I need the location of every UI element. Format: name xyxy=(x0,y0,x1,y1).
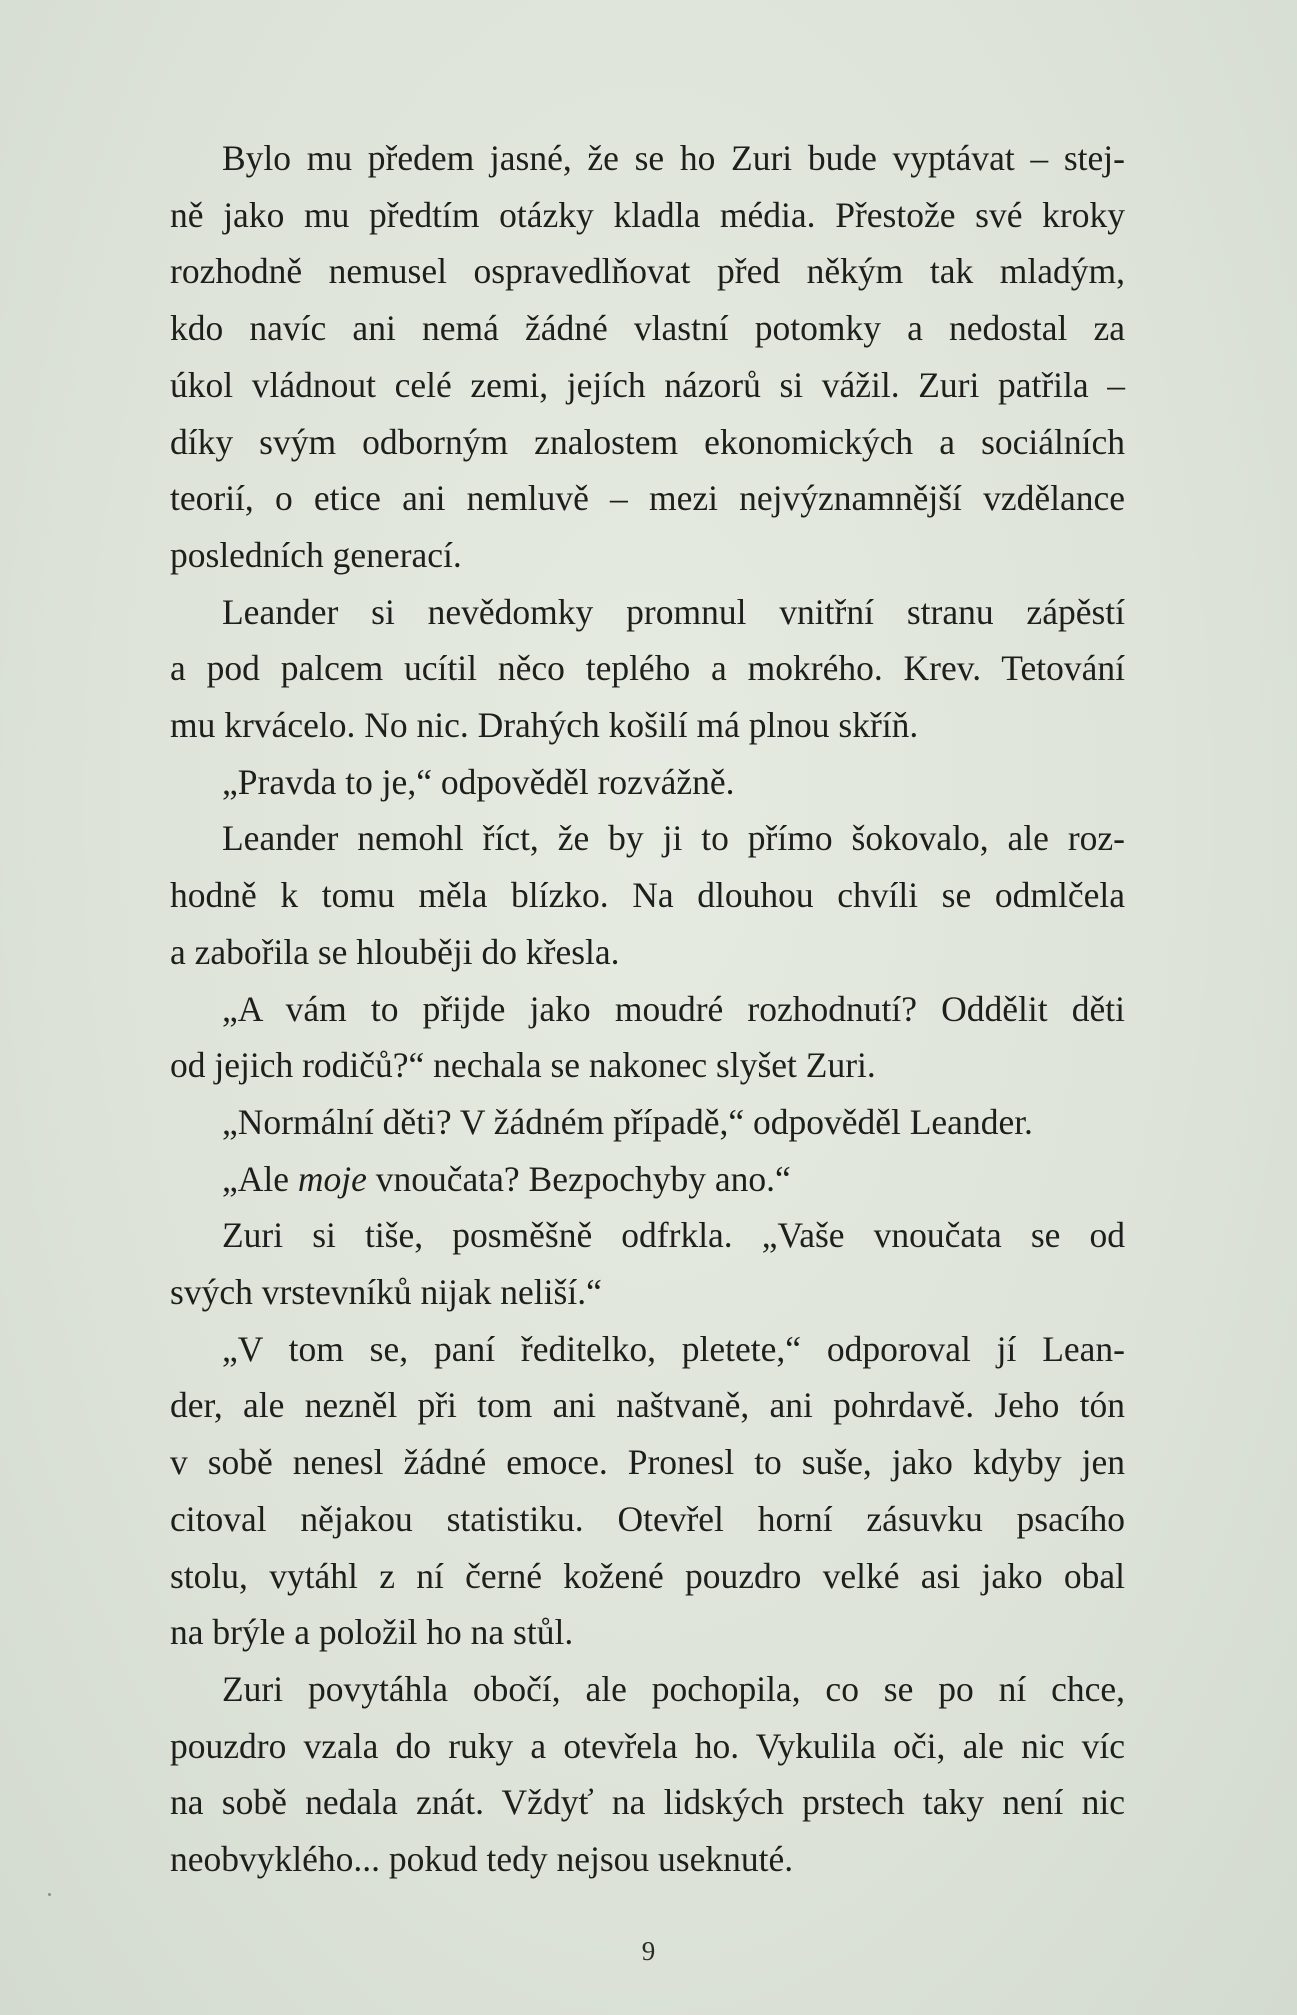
paragraph xyxy=(170,1151,1125,1208)
text-fragment: „Ale xyxy=(222,1158,298,1199)
text-line: hodně k tomu měla blízko. Na dlouhou chvíli se odmlčela xyxy=(170,875,1125,916)
text-line xyxy=(170,1151,1125,1208)
text-line: díky svým odborným znalostem ekonomických a sociálních xyxy=(170,421,1125,462)
text-line: v sobě nenesl žádné emoce. Pronesl to suše, jako kdyby jen xyxy=(170,1442,1125,1483)
text-line: neobvyklého... pokud tedy nejsou useknuté. xyxy=(170,1839,794,1880)
paragraph xyxy=(170,130,1125,584)
paragraph xyxy=(170,810,1125,980)
text-line: pouzdro vzala do ruky a otevřela ho. Vykulila oči, ale nic víc xyxy=(170,1725,1125,1766)
text-line: „Pravda to je,“ odpověděl rozvážně. xyxy=(222,761,735,802)
book-page-text xyxy=(170,130,1125,1888)
text-line: ně jako mu předtím otázky kladla média. Přestože své kroky xyxy=(170,194,1125,235)
text-line: kdo navíc ani nemá žádné vlastní potomky a nedostal za xyxy=(170,308,1125,349)
text-line: teorií, o etice ani nemluvě – mezi nejvýznamnější vzdělance xyxy=(170,478,1125,519)
text-line: der, ale nezněl při tom ani naštvaně, ani pohrdavě. Jeho tón xyxy=(170,1385,1125,1426)
text-line: a zabořila se hlouběji do křesla. xyxy=(170,931,620,972)
text-line: Zuri si tiše, posměšně odfrkla. „Vaše vnoučata se od xyxy=(222,1215,1125,1256)
emphasized-word: moje xyxy=(297,1158,367,1199)
paragraph xyxy=(170,1661,1125,1888)
text-line: posledních generací. xyxy=(170,534,462,575)
text-line: Leander nemohl říct, že by ji to přímo šokovalo, ale roz- xyxy=(222,818,1125,859)
text-line: citoval nějakou statistiku. Otevřel horní zásuvku psacího xyxy=(170,1498,1125,1539)
page-number: 9 xyxy=(641,1936,656,1966)
text-line: a pod palcem ucítil něco teplého a mokrého. Krev. Tetování xyxy=(170,648,1125,689)
text-line: svých vrstevníků nijak neliší.“ xyxy=(170,1272,602,1313)
text-line: Zuri povytáhla obočí, ale pochopila, co se po ní chce, xyxy=(222,1668,1125,1709)
text-line: rozhodně nemusel ospravedlňovat před někým tak mladým, xyxy=(170,251,1125,292)
text-line: Bylo mu předem jasné, že se ho Zuri bude vyptávat – stej- xyxy=(222,138,1125,178)
text-line: mu krvácelo. No nic. Drahých košilí má plnou skříň. xyxy=(170,705,919,746)
paragraph xyxy=(170,1321,1125,1661)
text-line: od jejich rodičů?“ nechala se nakonec slyšet Zuri. xyxy=(170,1045,876,1086)
text-line: „V tom se, paní ředitelko, pletete,“ odporoval jí Lean- xyxy=(222,1328,1125,1369)
text-line: Leander si nevědomky promnul vnitřní stranu zápěstí xyxy=(222,591,1125,632)
text-line: úkol vládnout celé zemi, jejích názorů si vážil. Zuri patřila – xyxy=(170,364,1125,405)
text-line: „Normální děti? V žádném případě,“ odpověděl Leander. xyxy=(222,1101,1033,1142)
paragraph xyxy=(170,1207,1125,1320)
text-line: na sobě nedala znát. Vždyť na lidských prstech taky není nic xyxy=(170,1782,1125,1823)
paper-speck xyxy=(48,1893,51,1896)
text-line: stolu, vytáhl z ní černé kožené pouzdro velké asi jako obal xyxy=(170,1555,1125,1596)
paragraph xyxy=(170,981,1125,1094)
paragraph xyxy=(170,584,1125,754)
text-line: na brýle a položil ho na stůl. xyxy=(170,1612,574,1653)
paragraph xyxy=(170,1094,1125,1151)
text-fragment: vnoučata? Bezpochyby ano.“ xyxy=(366,1158,791,1199)
paragraph xyxy=(170,754,1125,811)
text-line: „A vám to přijde jako moudré rozhodnutí? Oddělit děti xyxy=(222,988,1125,1029)
